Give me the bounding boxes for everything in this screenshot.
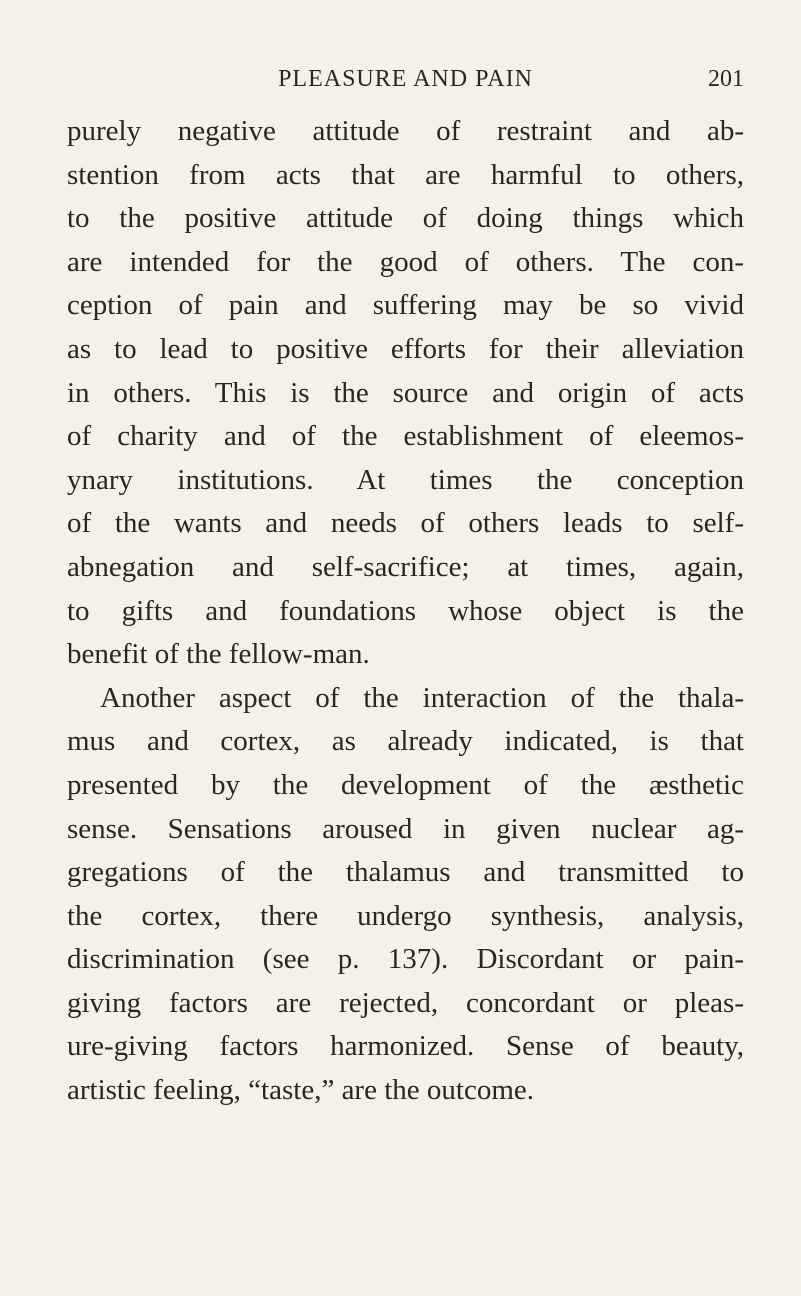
text-line: ynary institutions. At times the conception	[67, 463, 744, 496]
text-line: the cortex, there undergo synthesis, analysis,	[67, 899, 744, 932]
text-line: purely negative attitude of restraint and ab-	[67, 115, 744, 147]
text-line: to the positive attitude of doing things which	[67, 202, 744, 235]
text-line: stention from acts that are harmful to others,	[67, 158, 744, 191]
paragraph-first-line: Another aspect of the interaction of the thala-	[100, 681, 744, 714]
text-line: as to lead to positive efforts for their alleviation	[67, 332, 744, 365]
page-number: 201	[708, 66, 744, 92]
text-line: gregations of the thalamus and transmitted to	[67, 856, 744, 889]
text-line: abnegation and self-sacrifice; at times, again,	[67, 550, 744, 583]
text-line: are intended for the good of others. The con-	[67, 245, 744, 278]
text-line: ception of pain and suffering may be so vivid	[67, 289, 744, 322]
text-line: to gifts and foundations whose object is the	[67, 594, 744, 627]
paragraph-end-line: artistic feeling, “taste,” are the outcome.	[67, 1074, 535, 1107]
text-line: ure-giving factors harmonized. Sense of beauty,	[67, 1030, 744, 1063]
body-text	[67, 110, 744, 1113]
paragraph-end-line: benefit of the fellow-man.	[67, 638, 370, 671]
running-head	[67, 62, 744, 96]
running-title: PLEASURE AND PAIN	[278, 66, 533, 92]
text-line: of the wants and needs of others leads to self-	[67, 507, 744, 540]
text-line: mus and cortex, as already indicated, is that	[67, 725, 744, 758]
text-line: sense. Sensations aroused in given nuclear ag-	[67, 812, 744, 845]
text-line: giving factors are rejected, concordant or pleas-	[67, 986, 744, 1019]
text-line: in others. This is the source and origin of acts	[67, 376, 744, 409]
text-line: of charity and of the establishment of eleemos-	[67, 420, 744, 453]
text-line: discrimination (see p. 137). Discordant or pain-	[67, 943, 744, 976]
text-line: presented by the development of the æsthetic	[67, 768, 744, 801]
